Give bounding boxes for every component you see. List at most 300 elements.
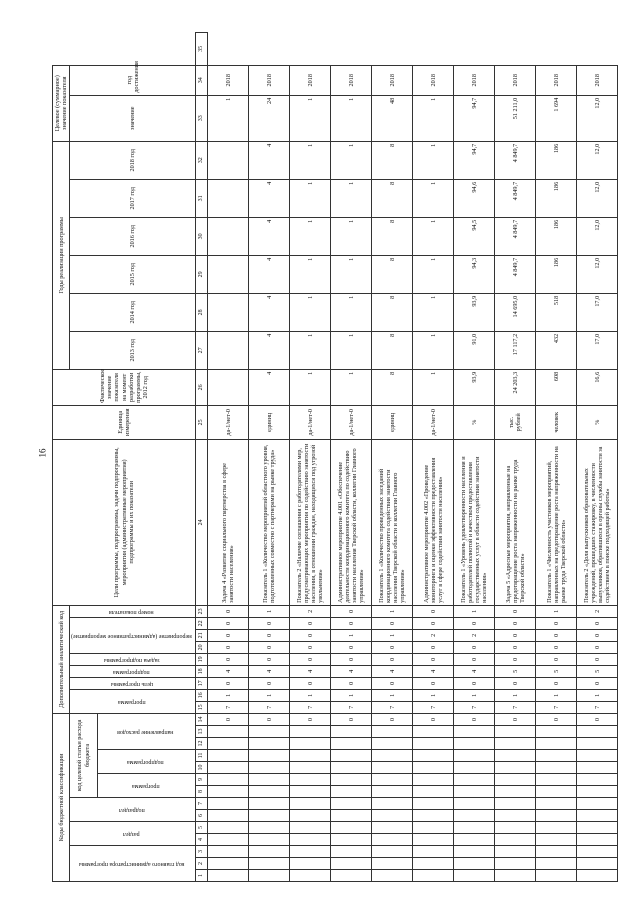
target-year-header: год достижения	[70, 65, 196, 95]
code-digit	[495, 858, 536, 870]
row-target-year: 2018	[454, 65, 495, 95]
row-year-value: 91,0	[454, 331, 495, 369]
code-digit	[495, 774, 536, 786]
row-year-value: 12,0	[577, 255, 618, 293]
row-year-value: 4 849,7	[495, 141, 536, 179]
code-digit: 0	[331, 617, 372, 629]
code-digit: 0	[454, 641, 495, 653]
column-numbers-row	[196, 33, 208, 882]
program-indicators-table	[52, 32, 618, 882]
code-digit	[208, 774, 249, 786]
code-digit	[413, 726, 454, 738]
row-year-value: 1	[413, 331, 454, 369]
row-year-value: 1	[331, 331, 372, 369]
row-year-value: 93,9	[454, 293, 495, 331]
row-description: Показатель 2 «Наличие соглашения с работодателями мер, предусматривающих мероприятия по содействию занятости населения, в отношении граждан, находящихся под угрозой увольнения»	[290, 439, 331, 605]
row-year-value: 4 849,7	[495, 179, 536, 217]
code-digit: 0	[331, 605, 372, 617]
code-digit	[372, 750, 413, 762]
code-digit	[577, 738, 618, 750]
row-year-value: 12,0	[577, 217, 618, 255]
column-number: 24	[196, 439, 208, 605]
column-number: 26	[196, 369, 208, 405]
code-digit	[249, 774, 290, 786]
row-year-value: 1	[290, 255, 331, 293]
code-digit: 0	[290, 617, 331, 629]
row-year-value: 94,5	[454, 217, 495, 255]
row-year-value: 8	[372, 141, 413, 179]
code-digit	[331, 834, 372, 846]
code-digit: 0	[208, 713, 249, 725]
column-number: 4	[196, 834, 208, 846]
code-digit: 0	[536, 677, 577, 689]
row-description: Показатель 1 «Количество мероприятий областного уровня, подготовленных совместно с партнерами на рынке труда»	[249, 439, 290, 605]
row-fact-2012	[208, 369, 249, 405]
code-digit: 0	[372, 641, 413, 653]
code-digit	[577, 846, 618, 858]
column-number: 16	[196, 689, 208, 701]
code-digit	[413, 834, 454, 846]
unit-header: Единица измерения	[53, 405, 196, 439]
code-digit	[577, 870, 618, 882]
row-year-value: 8	[372, 331, 413, 369]
code-digit	[208, 858, 249, 870]
code-digit: 7	[208, 701, 249, 713]
program-code-header: программа	[70, 689, 196, 713]
code-digit: 1	[331, 629, 372, 641]
code-digit: 0	[249, 653, 290, 665]
code-digit	[372, 774, 413, 786]
column-number: 22	[196, 617, 208, 629]
row-year-value: 4 849,7	[495, 255, 536, 293]
code-digit: 7	[536, 701, 577, 713]
code-digit: 4	[331, 665, 372, 677]
code-digit	[331, 726, 372, 738]
code-digit	[290, 762, 331, 774]
column-number: 10	[196, 762, 208, 774]
row-year-value: 1	[331, 141, 372, 179]
direction-header: направление расходов	[97, 713, 195, 749]
code-digit	[454, 762, 495, 774]
page-number: 16	[37, 448, 48, 458]
code-digit	[495, 786, 536, 798]
column-number: 5	[196, 822, 208, 834]
row-year-value: 1	[290, 293, 331, 331]
row-year-value: 12,0	[577, 141, 618, 179]
row-year-value: 4 849,7	[495, 217, 536, 255]
column-number: 12	[196, 738, 208, 750]
row-year-value: 1	[413, 293, 454, 331]
code-digit	[372, 738, 413, 750]
row-year-value: 1	[290, 331, 331, 369]
row-description: Показатель 1 «Уровень удовлетворенности населения и работодателей полнотой и качеством предоставления государственных услуг в области содействия занятости населения»	[454, 439, 495, 605]
row-fact-2012: 8	[372, 369, 413, 405]
code-digit	[290, 750, 331, 762]
row-unit: единиц	[249, 405, 290, 439]
row-target-year: 2018	[577, 65, 618, 95]
row-year-value: 1	[331, 255, 372, 293]
code-digit	[208, 762, 249, 774]
row-year-value	[208, 141, 249, 179]
row-year-value: 8	[372, 179, 413, 217]
year-2015-header: 2015 год	[70, 255, 196, 293]
row-target-year: 2018	[413, 65, 454, 95]
column-number: 33	[196, 95, 208, 141]
code-digit	[331, 798, 372, 810]
code-digit: 7	[495, 701, 536, 713]
subprogram-header: подпрограмма	[97, 750, 195, 774]
column-number: 14	[196, 713, 208, 725]
code-digit: 2	[577, 605, 618, 617]
code-digit	[290, 846, 331, 858]
code-digit: 0	[290, 677, 331, 689]
row-unit: человек	[536, 405, 577, 439]
table-row	[208, 33, 249, 882]
code-digit	[454, 750, 495, 762]
code-digit: 0	[208, 617, 249, 629]
code-digit: 0	[454, 713, 495, 725]
row-target-value: 48	[372, 95, 413, 141]
column-number: 19	[196, 653, 208, 665]
year-2013-header: 2013 год	[70, 331, 196, 369]
code-digit: 5	[536, 665, 577, 677]
column-number: 15	[196, 701, 208, 713]
column-number: 29	[196, 255, 208, 293]
row-year-value: 17,0	[577, 331, 618, 369]
code-digit	[413, 798, 454, 810]
code-digit	[577, 822, 618, 834]
table-row	[290, 33, 331, 882]
code-digit	[495, 726, 536, 738]
table-row	[413, 33, 454, 882]
code-digit: 7	[577, 701, 618, 713]
row-fact-2012: 1	[331, 369, 372, 405]
code-digit: 0	[495, 629, 536, 641]
code-digit	[372, 798, 413, 810]
code-digit	[413, 774, 454, 786]
code-digit: 1	[536, 689, 577, 701]
column-number: 20	[196, 641, 208, 653]
row-year-value: 1	[290, 179, 331, 217]
code-digit: 0	[495, 641, 536, 653]
row-target-year: 2018	[536, 65, 577, 95]
code-digit: 2	[413, 629, 454, 641]
subsection-header: подраздел	[70, 798, 196, 822]
code-digit: 0	[495, 653, 536, 665]
code-digit: 4	[249, 665, 290, 677]
code-digit: 1	[495, 689, 536, 701]
code-digit: 0	[495, 677, 536, 689]
code-digit	[454, 786, 495, 798]
row-year-value: 1	[331, 179, 372, 217]
code-digit: 1	[536, 605, 577, 617]
code-digit: 0	[577, 617, 618, 629]
row-year-value: 94,6	[454, 179, 495, 217]
code-digit	[331, 786, 372, 798]
row-description: Показатель 2 «Доля выпускников образовательных учреждений, прошедших стажировку, в численности выпускников, обратившихся в органы службы занятости за содействием в поиске подходящей работы»	[577, 439, 618, 605]
row-year-value: 1	[331, 293, 372, 331]
code-digit: 7	[290, 701, 331, 713]
row-year-value: 14 695,0	[495, 293, 536, 331]
code-digit	[249, 870, 290, 882]
code-digit: 0	[536, 713, 577, 725]
code-digit: 7	[372, 701, 413, 713]
code-digit	[577, 798, 618, 810]
indicator-code-header: номер показателя	[70, 605, 196, 617]
code-digit: 4	[208, 665, 249, 677]
code-digit: 0	[454, 677, 495, 689]
column-number: 25	[196, 405, 208, 439]
code-digit	[249, 846, 290, 858]
code-digit	[372, 726, 413, 738]
row-year-value: 4	[249, 217, 290, 255]
code-digit: 0	[249, 629, 290, 641]
code-digit	[249, 834, 290, 846]
row-year-value: 4	[249, 255, 290, 293]
code-digit: 0	[290, 641, 331, 653]
row-year-value	[208, 179, 249, 217]
code-digit	[208, 846, 249, 858]
code-digit: 0	[577, 677, 618, 689]
code-digit	[577, 834, 618, 846]
row-year-value: 1	[413, 217, 454, 255]
code-digit	[208, 870, 249, 882]
row-target-value: 12,0	[577, 95, 618, 141]
code-digit: 1	[577, 689, 618, 701]
row-target-value: 51 211,0	[495, 95, 536, 141]
row-description: Задача 4 «Развитие социального партнерства в сфере занятости населения»	[208, 439, 249, 605]
code-digit: 1	[454, 689, 495, 701]
code-digit	[372, 870, 413, 882]
code-digit	[249, 822, 290, 834]
code-digit: 0	[495, 605, 536, 617]
code-digit	[577, 858, 618, 870]
code-digit	[208, 834, 249, 846]
row-year-value: 1	[413, 255, 454, 293]
code-digit	[249, 786, 290, 798]
code-digit	[454, 834, 495, 846]
code-digit	[208, 810, 249, 822]
column-number: 28	[196, 293, 208, 331]
row-unit: да-1/нет-0	[413, 405, 454, 439]
code-digit	[495, 738, 536, 750]
row-fact-2012: 1	[413, 369, 454, 405]
code-digit: 0	[331, 641, 372, 653]
code-digit	[536, 738, 577, 750]
code-digit	[249, 858, 290, 870]
code-digit	[290, 738, 331, 750]
code-digit: 1	[249, 689, 290, 701]
row-target-value: 1 694	[536, 95, 577, 141]
row-year-value: 4	[249, 331, 290, 369]
code-digit	[577, 750, 618, 762]
column-number: 8	[196, 786, 208, 798]
year-2014-header: 2014 год	[70, 293, 196, 331]
column-number: 30	[196, 217, 208, 255]
code-digit: 0	[331, 677, 372, 689]
code-digit	[577, 786, 618, 798]
code-digit	[331, 858, 372, 870]
code-digit: 0	[249, 617, 290, 629]
row-target-year: 2018	[290, 65, 331, 95]
row-unit: %	[454, 405, 495, 439]
code-digit: 4	[454, 665, 495, 677]
code-digit	[454, 810, 495, 822]
code-digit	[495, 870, 536, 882]
code-digit	[208, 750, 249, 762]
code-digit: 0	[577, 713, 618, 725]
code-digit	[249, 726, 290, 738]
code-digit: 0	[372, 653, 413, 665]
row-description: Административное мероприятие 4.002 «Проведение мониторинга и оценки эффективности предоставления услуг в сфере содействия занятости населения»	[413, 439, 454, 605]
row-year-value: 1	[290, 141, 331, 179]
row-year-value: 94,7	[454, 141, 495, 179]
code-digit	[331, 846, 372, 858]
code-digit: 1	[290, 689, 331, 701]
program-header: программа	[97, 774, 195, 798]
code-digit	[536, 834, 577, 846]
code-digit	[495, 846, 536, 858]
code-digit: 7	[331, 701, 372, 713]
code-digit	[372, 858, 413, 870]
code-digit: 0	[208, 605, 249, 617]
column-number: 1	[196, 870, 208, 882]
row-fact-2012: 24 203,3	[495, 369, 536, 405]
code-digit: 0	[372, 617, 413, 629]
code-digit: 4	[290, 665, 331, 677]
code-digit	[495, 810, 536, 822]
code-digit: 0	[577, 629, 618, 641]
code-digit	[454, 774, 495, 786]
row-unit: да-1/нет-0	[290, 405, 331, 439]
code-digit	[372, 762, 413, 774]
target-article-header: код целевой статьи расхода бюджета	[70, 713, 98, 797]
column-number: 27	[196, 331, 208, 369]
budget-codes-header: Коды бюджетной классификации	[53, 713, 70, 881]
code-digit	[577, 762, 618, 774]
table-row	[372, 33, 413, 882]
event-code-header: мероприятие (административное мероприятие)	[70, 617, 196, 653]
code-digit: 4	[413, 665, 454, 677]
row-target-year: 2018	[495, 65, 536, 95]
code-digit	[331, 810, 372, 822]
row-fact-2012: 16,6	[577, 369, 618, 405]
code-digit: 0	[372, 677, 413, 689]
code-digit	[331, 774, 372, 786]
code-digit	[536, 750, 577, 762]
code-digit	[208, 786, 249, 798]
table-row	[331, 33, 372, 882]
code-digit	[454, 846, 495, 858]
code-digit	[208, 822, 249, 834]
code-digit: 1	[372, 605, 413, 617]
code-digit	[454, 726, 495, 738]
code-digit	[495, 762, 536, 774]
goal-code-header: цель программы	[70, 677, 196, 689]
row-year-value: 8	[372, 293, 413, 331]
code-digit	[372, 822, 413, 834]
code-digit: 0	[290, 629, 331, 641]
code-digit: 0	[249, 713, 290, 725]
code-digit: 0	[577, 653, 618, 665]
code-digit	[290, 822, 331, 834]
code-digit	[536, 858, 577, 870]
code-digit: 1	[372, 629, 413, 641]
code-digit	[413, 738, 454, 750]
column-number: 18	[196, 665, 208, 677]
code-digit	[413, 870, 454, 882]
row-target-year: 2018	[249, 65, 290, 95]
row-unit: да-1/нет-0	[331, 405, 372, 439]
section-header: раздел	[70, 822, 196, 846]
code-digit	[290, 798, 331, 810]
code-digit	[454, 738, 495, 750]
code-digit	[331, 762, 372, 774]
column-number: 11	[196, 750, 208, 762]
code-digit: 7	[454, 701, 495, 713]
code-digit	[495, 750, 536, 762]
row-fact-2012: 93,9	[454, 369, 495, 405]
row-description: Административное мероприятие 4.001 «Обеспечение деятельности координационного комитета по содействию занятости населения Тверской области, коллегии Главного управления»	[331, 439, 372, 605]
row-year-value: 1	[413, 179, 454, 217]
code-digit: 0	[290, 653, 331, 665]
code-digit	[413, 750, 454, 762]
code-digit	[290, 726, 331, 738]
code-digit	[536, 774, 577, 786]
task-code-header: задача подпрограммы	[70, 653, 196, 665]
subprogram-code-header: подпрограмма	[70, 665, 196, 677]
column-number: 3	[196, 846, 208, 858]
code-digit	[577, 726, 618, 738]
column-number: 32	[196, 141, 208, 179]
row-year-value	[208, 331, 249, 369]
code-digit: 1	[413, 689, 454, 701]
code-digit: 0	[454, 653, 495, 665]
code-digit: 0	[495, 713, 536, 725]
year-2016-header: 2016 год	[70, 217, 196, 255]
code-digit	[249, 810, 290, 822]
years-group-header: Годы реализации программы	[53, 141, 70, 369]
code-digit	[495, 822, 536, 834]
row-year-value: 94,3	[454, 255, 495, 293]
row-target-year: 2018	[372, 65, 413, 95]
row-year-value: 518	[536, 293, 577, 331]
code-digit: 0	[249, 641, 290, 653]
code-digit	[331, 738, 372, 750]
column-number: 35	[196, 33, 208, 66]
code-digit	[249, 762, 290, 774]
row-year-value	[208, 293, 249, 331]
column-number: 2	[196, 858, 208, 870]
row-year-value	[208, 255, 249, 293]
code-digit: 0	[208, 641, 249, 653]
code-digit: 0	[208, 653, 249, 665]
code-digit	[536, 726, 577, 738]
code-digit	[536, 786, 577, 798]
row-year-value: 17,0	[577, 293, 618, 331]
row-year-value: 4	[249, 179, 290, 217]
row-year-value	[208, 217, 249, 255]
code-digit: 0	[577, 641, 618, 653]
year-2018-header: 2018 год	[70, 141, 196, 179]
code-digit: 1	[249, 605, 290, 617]
code-digit	[331, 750, 372, 762]
code-digit	[413, 846, 454, 858]
code-digit: 1	[208, 689, 249, 701]
code-digit	[331, 822, 372, 834]
target-group-header: Целевое (суммарное) значение показателя	[53, 65, 70, 141]
row-year-value: 1	[413, 141, 454, 179]
